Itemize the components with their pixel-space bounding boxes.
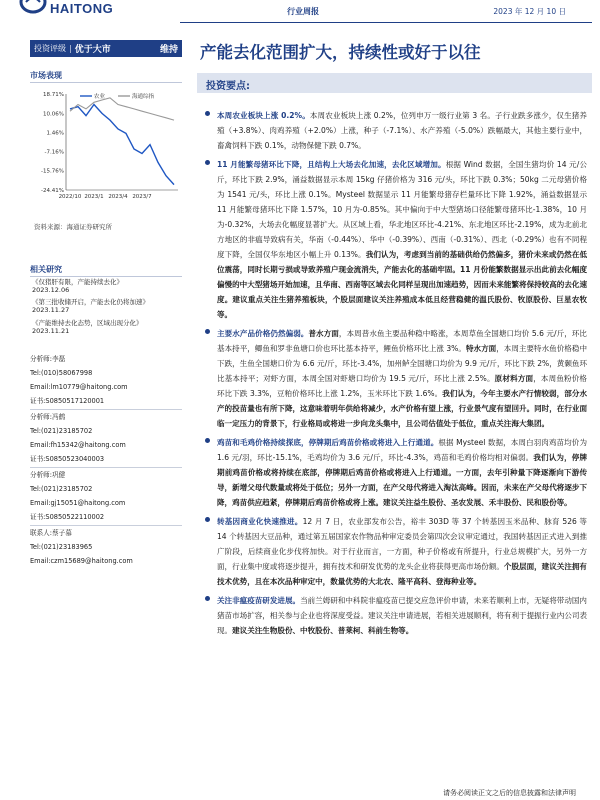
header-rule (180, 22, 592, 23)
key-points-heading: 投资要点: (206, 81, 250, 92)
key-point-emphasis: 我们认为，考虑到当前的基础供给仍然偏多，猪价未来或仍然在低位震荡，同时长期亏损或导致养殖户现金流消失，产能去化的基础牢固。11 月份能繁数据显示出此前去化幅度偏慢的中大型猪场开始加速，且华南、西南等区域去化同样呈现出加速趋势，因而未来能繁将保持较高的去化速度。建议重点关注生猪养殖板块，个股层面建议关注养殖成本低且经营稳健的温氏股份、牧原股份、巨星农牧等。 (217, 250, 587, 319)
key-point-lead: 本周农业板块上涨 0.2%。 (217, 111, 310, 120)
key-point-text: ，本周鱼粉价格环比下跌 3.3%，豆粕价格环比上涨 1.2%，玉米环比下跌 1.6%。 (217, 374, 587, 398)
bullet-icon (205, 111, 210, 116)
analyst-tel: Tel:(021)23185702 (30, 485, 93, 493)
related-heading-rule (30, 276, 182, 277)
bullet-icon (205, 596, 210, 601)
related-title[interactable]: 《第三批收储开启，产能去化仍将加速》 (32, 298, 149, 307)
analyst-email[interactable]: Email:lm10779@haitong.com (30, 383, 128, 391)
key-point-lead: 转基因商业化快速推进。 (217, 517, 303, 526)
report-category: 行业周报 (287, 7, 319, 16)
y-tick-label: -24.41% (41, 188, 64, 194)
key-point-text: 根据 Mysteel 数据，本周白羽肉鸡苗均价为 1.6 元/羽，环比-15.1%，毛鸡均价为 3.6 元/斤，环比-4.3%，鸡苗和毛鸡价格均相对偏弱。 (217, 438, 587, 462)
bullet-icon (205, 329, 210, 334)
analyst-name: 分析师:李磊 (30, 355, 66, 363)
key-point-text: 根据 Wind 数据，全国生猪均价 14 元/公斤，环比下跌 2.9%，涌益数据显示本周 15kg 仔猪价格为 316 元/头，环比下跌 0.3%；50kg 二元母猪价格为 1541 元/头，环比上涨 0.1%。Mysteel 数据显示 11 月能繁母猪存栏量环比下降 1.92%，涌益数据显示 11 月能繁母猪环比下降 1.57%，10 月为-0.85%。其中偏向于中大型猪场口径能繁母猪环比-1.38%，10 月为-0.32%，大场去化幅度显著扩大。从区域上看，华北地区环比-4.21%、东北地区环比-2.19%，成为北前北方地区的非瘟导致病有关，华南（-0.44%）、华中（-0.39%）、西南（-0.31%）、西北（-0.29%）也有不同程度下降，全国仅华东地区小幅上升 0.13%。 (217, 160, 587, 259)
key-point-emphasis: 我们认为，停牌期前鸡苗价格或将持续在底部，停牌期后鸡苗价格或将进入上行通道。一方面，去年引种量下降逐渐向下游传导，新增父母代数量或将处于低位；另外一方面，在产父母代将进入淘汰高峰。因而，未来在产父母代将逐步下降，鸡苗供应趋紧，停牌期后鸡苗价格或将上涨。建议关注益生股份、圣农发展、禾丰股份、民和股份等。 (217, 453, 587, 507)
market-heading: 市场表现 (30, 71, 62, 80)
market-heading-rule (30, 82, 182, 83)
key-point-paragraph (205, 326, 587, 431)
rating-separator: | (69, 44, 72, 53)
key-point-emphasis: 普水方面 (308, 329, 339, 338)
related-title[interactable]: 《产能维持去化态势，区域出现分化》 (32, 318, 143, 327)
key-point-text: 本周农业板块上涨 0.2%，位列申万一级行业第 3 名。子行业跌多涨少，仅生猪养殖（+3.8%）、肉鸡养殖（+2.0%）上涨，种子（-7.1%）、水产养殖（-5.0%）跌幅最大，其他主要行业中，畜禽饲料下跌 0.1%，动物保健下跌 0.7%。 (217, 111, 587, 150)
key-point-paragraph (205, 593, 587, 638)
related-date: 2023.11.27 (32, 306, 70, 315)
related-date: 2023.12.06 (32, 286, 70, 295)
analyst-list (30, 352, 182, 568)
key-point-paragraph (205, 108, 587, 153)
rating-value: 优于大市 (74, 45, 111, 55)
analyst-name: 分析师:巩健 (30, 471, 66, 479)
bullet-icon (205, 438, 210, 443)
key-point-text: 12 月 7 日，农业部发布公告，裕丰 303D 等 37 个转基因玉米品种、脉育 526 等 14 个转基因大豆品种，通过第五届国家农作物品种审定委员会第四次会议审定通过，我国转基因正式进入到推广阶段，后续商业化步伐将加快。对于行业而言，一方面，种子价格或有所提升，行业总规模扩大，另外一方面，行业集中度或将逐步提升，拥有技术和研发优势的龙头企业将获得更高市场份额。 (217, 517, 587, 571)
key-point-emphasis: 我们认为，今年主要水产行情较弱，部分水产的投苗量也有所下降，这意味着明年供给将减少，水产价格有望上涨，行业景气度有望回升。同时，在行业面临一定压力的背景下，行业格局或将进一步向龙头集中，且公司估值处于低位，重点关注海大集团。 (217, 389, 587, 428)
related-item[interactable] (32, 319, 182, 335)
y-tick-label: 1.46% (46, 130, 64, 137)
disclaimer-footer: 请务必阅读正文之后的信息披露和法律声明 (443, 789, 576, 797)
legend-label-agri: 农业 (94, 94, 106, 100)
related-item[interactable] (32, 298, 182, 314)
key-point-lead: 鸡苗和毛鸡价格持续探底，停牌期后鸡苗价格或将进入上行通道。 (217, 438, 439, 447)
rating-label: 投资评级 (34, 44, 66, 53)
analyst-name: 分析师:冯鹤 (30, 413, 66, 421)
related-list (32, 278, 182, 339)
rating-box (30, 40, 182, 57)
analyst-email[interactable]: Email:gj15051@haitong.com (30, 499, 126, 507)
x-ticks (59, 194, 153, 200)
y-tick-label: -15.76% (41, 168, 64, 175)
x-tick-label: 2023/7 (132, 194, 152, 200)
related-heading: 相关研究 (30, 265, 62, 274)
key-point-text: ，本周普水鱼主要品种稳中略涨，本周草鱼全国塘口均价 5.6 元/斤，环比基本持平，鲫鱼和罗非鱼塘口价也环比基本持平，鲤鱼价格环比上涨 3%。 (217, 329, 587, 353)
key-point-text: ，本周主要特水鱼价格稳中下跌，生鱼全国塘口价为 6.6 元/斤，环比-3.4%，加州鲈全国塘口均价为 9.9 元/斤，环比下跌 2%，黄颡鱼环比基本持平；对虾方面，本周全国对虾塘口均价为 19.5 元/斤，环比上涨 2.5%。 (217, 344, 587, 383)
analyst-cert: 证书:S0850523040003 (30, 455, 105, 463)
haitong-logo (8, 0, 148, 24)
analyst-tel: Tel:(021)23183965 (30, 543, 93, 551)
series-lines (70, 98, 174, 185)
key-point-paragraph (205, 514, 587, 589)
y-tick-label: 10.06% (43, 111, 64, 118)
chart-legend (80, 92, 155, 100)
chart-source: 资料来源：海通证券研究所 (34, 223, 112, 231)
analyst-tel: Tel:(010)58067998 (30, 369, 93, 377)
analyst-cert: 证书:S0850517120001 (30, 397, 105, 405)
rating-action: 维持 (159, 45, 178, 55)
analyst-block (30, 526, 182, 568)
x-tick-label: 2023/1 (84, 194, 104, 200)
key-point-lead: 主要水产品价格仍然偏弱。 (217, 329, 309, 338)
y-tick-label: -7.16% (44, 149, 64, 156)
key-point-text: 当前兰姆研和中科院非瘟疫苗已提交应急评价申请，未来若顺利上市，无疑将带动国内猪苗市场扩容，相关参与企业也将深度受益。建议关注申请进展，若相关进展顺利，将有利于提振行业内公司表现。 (217, 596, 587, 635)
key-points-body (205, 108, 587, 638)
x-tick-label: 2023/4 (108, 194, 128, 200)
key-point-emphasis: 建议关注生物股份、中牧股份、普莱柯、科前生物等。 (232, 626, 414, 635)
series-line-index (70, 98, 174, 120)
analyst-cert: 证书:S0850522110002 (30, 513, 105, 521)
key-point-paragraph (205, 435, 587, 510)
report-title: 产能去化范围扩大，持续性或好于以往 (200, 43, 481, 62)
analyst-email[interactable]: Email:fh15342@haitong.com (30, 441, 126, 449)
analyst-block (30, 468, 182, 526)
related-item[interactable] (32, 278, 182, 294)
key-point-lead: 关注非瘟疫苗研发进展。 (217, 596, 301, 605)
analyst-email[interactable]: Email:czm15689@haitong.com (30, 557, 133, 565)
analyst-block (30, 410, 182, 468)
analyst-tel: Tel:(021)23185702 (30, 427, 93, 435)
key-point-emphasis: 个股层面，建议关注拥有技术优势，且在本次品种审定中，数量优势的大北农、隆平高科、登海种业等。 (217, 562, 587, 586)
key-point-emphasis: 原材料方面 (494, 374, 534, 383)
brand-name: HAITONG (50, 1, 114, 16)
y-tick-label: 18.71% (43, 92, 64, 98)
x-tick-label: 2022/10 (58, 194, 82, 200)
y-ticks (41, 92, 64, 194)
market-chart (30, 88, 182, 216)
series-line-agri (70, 105, 174, 185)
key-points-bar (197, 73, 592, 93)
legend-label-index: 海通综指 (132, 94, 155, 100)
bullet-icon (205, 160, 210, 165)
analyst-block (30, 352, 182, 410)
key-point-lead: 11 月能繁母猪环比下降，且结构上大场去化加速，去化区域增加。 (217, 160, 446, 169)
key-point-emphasis: 特水方面 (465, 344, 497, 353)
bullet-icon (205, 517, 210, 522)
report-date: 2023 年 12 月 10 日 (493, 7, 566, 16)
haitong-logo-icon (18, 0, 48, 16)
key-point-paragraph (205, 157, 587, 322)
related-title[interactable]: 《仅猪肝有限，产能持续去化》 (32, 278, 123, 286)
related-date: 2023.11.21 (32, 326, 70, 335)
analyst-name: 联系人:蔡子慕 (30, 529, 72, 537)
